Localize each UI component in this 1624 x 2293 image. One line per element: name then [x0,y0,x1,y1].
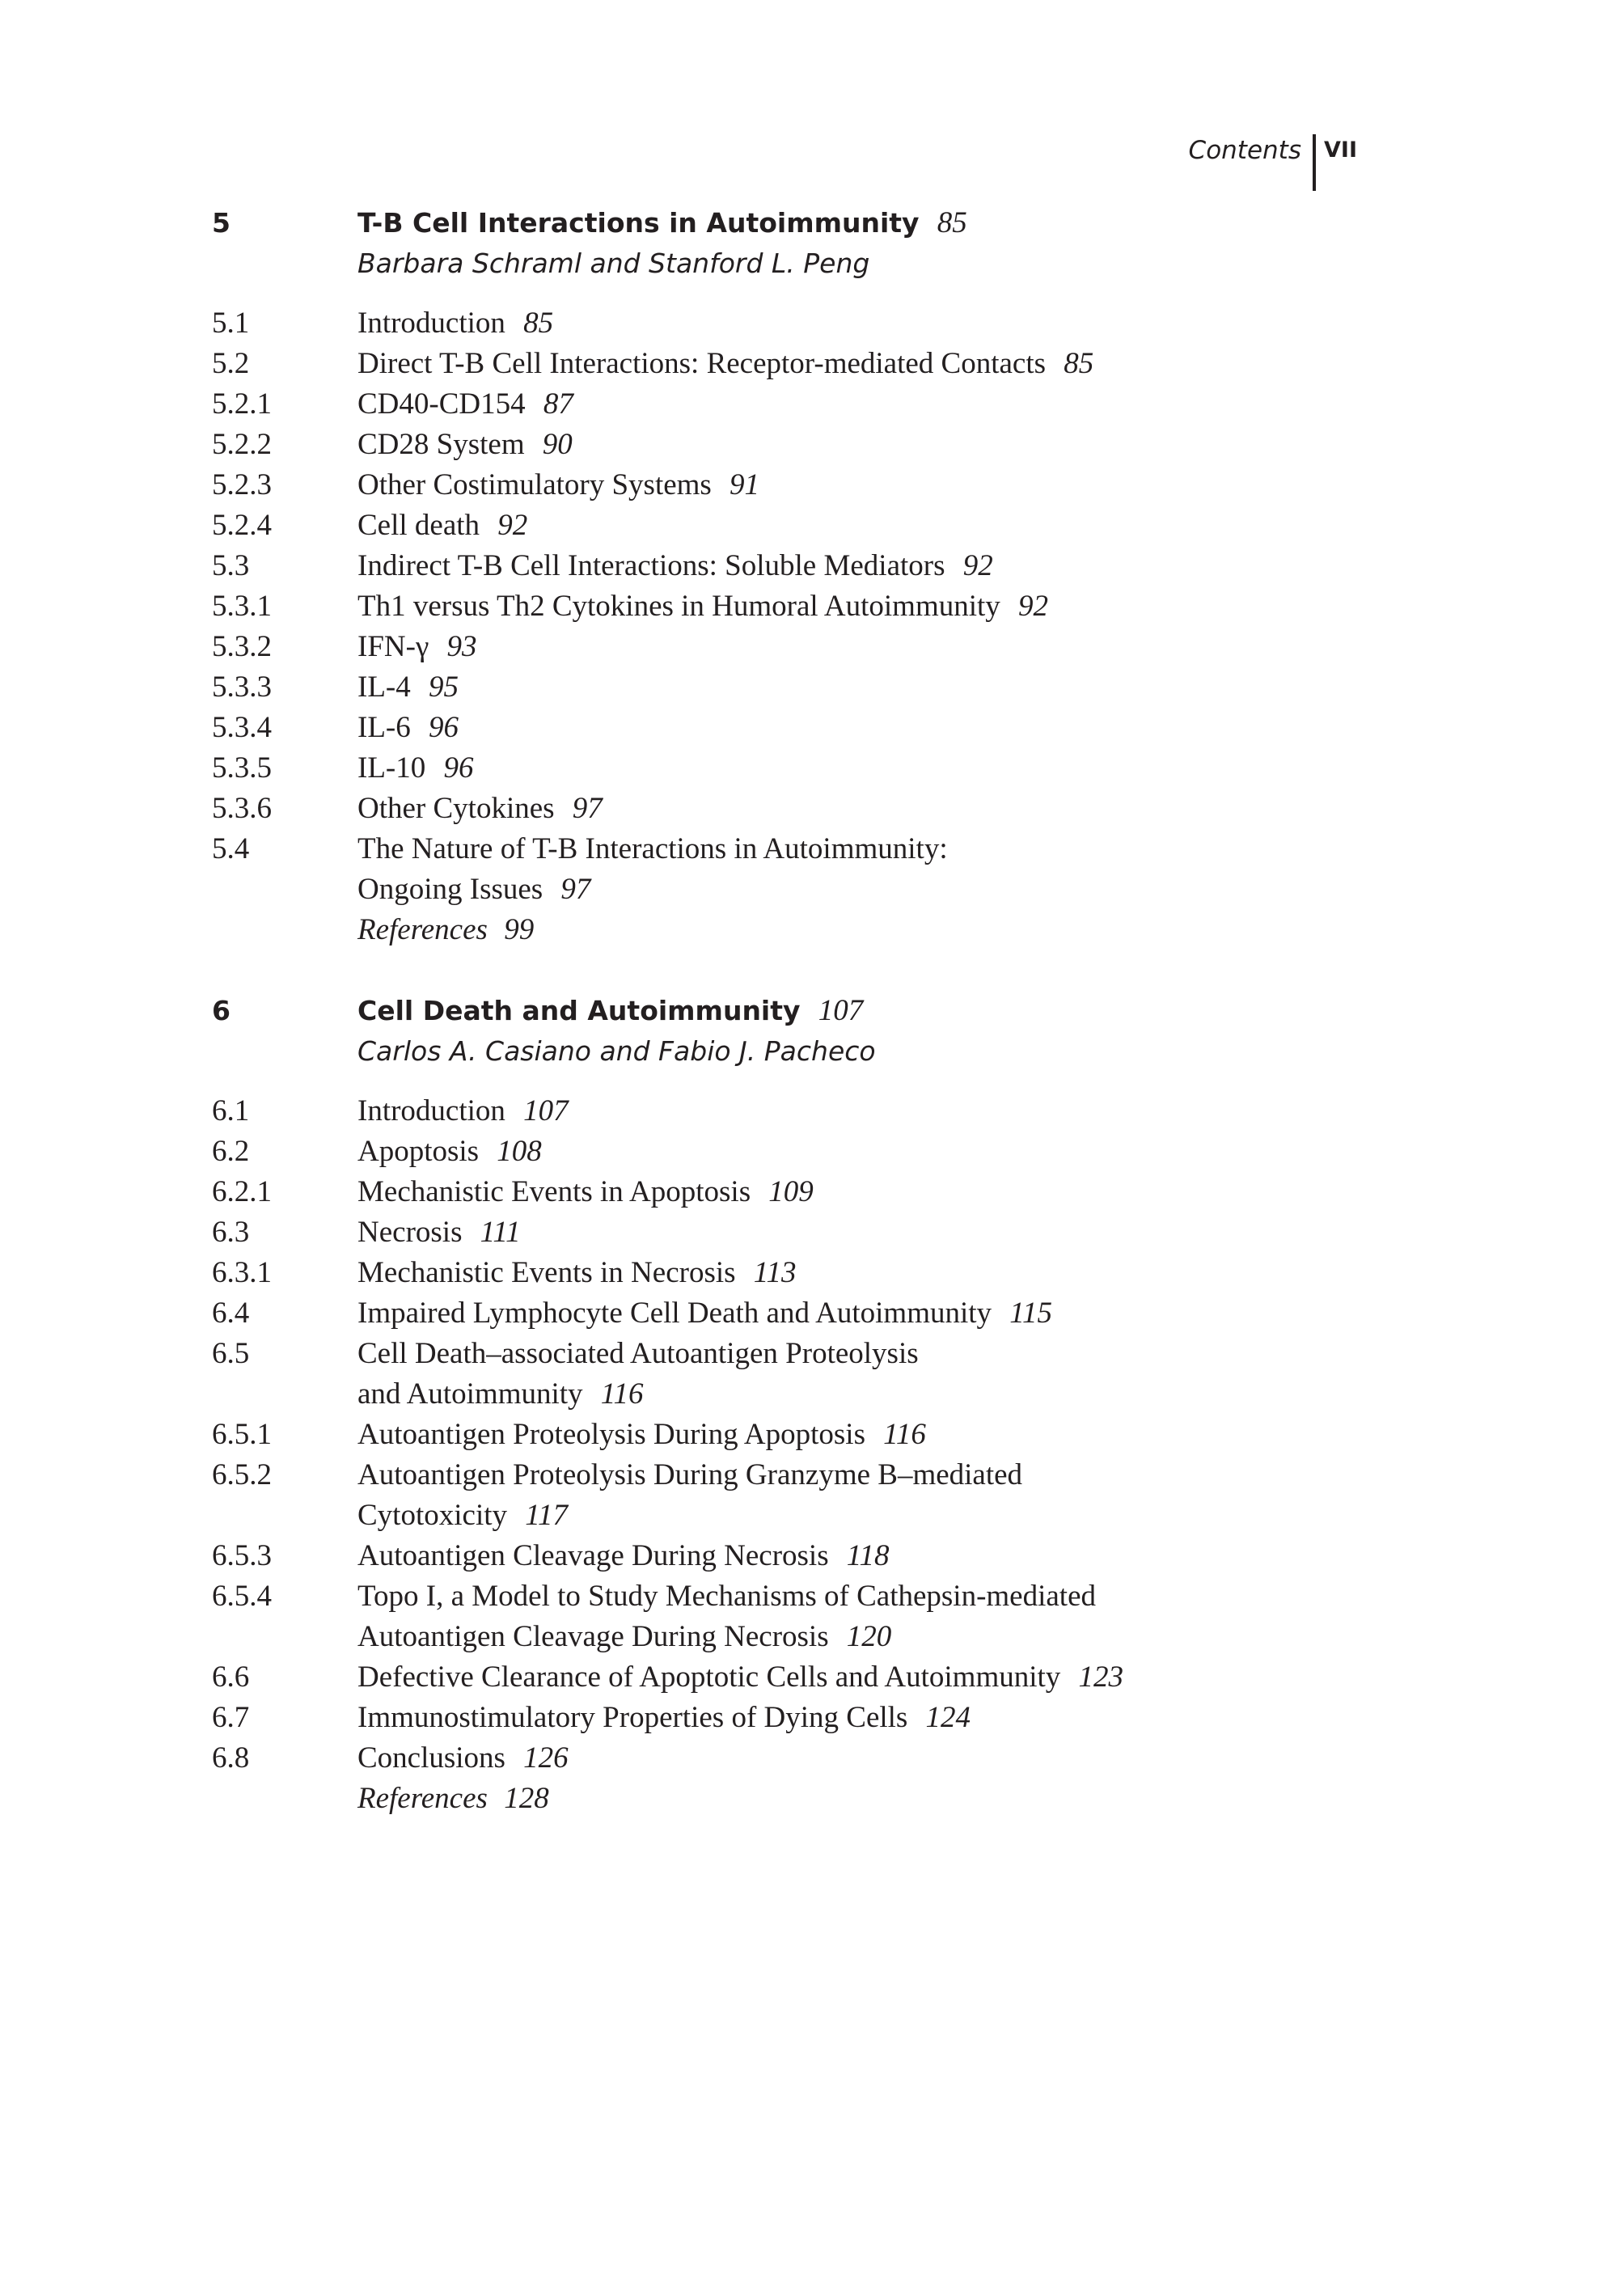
chapter-heading[interactable] [212,991,1263,1031]
section-title-continued [357,1617,891,1657]
section-number: 6.5 [212,1337,250,1370]
section-number: 6.4 [212,1297,250,1330]
section-title-text: Th1 versus Th2 Cytokines in Humoral Autoimmunity [357,590,1000,623]
section-page: 91 [730,468,760,501]
section-page: 95 [428,671,459,704]
section-number: 6.2.1 [212,1175,272,1208]
section-number: 5.3.4 [212,711,272,744]
section-page: 97 [560,873,591,906]
toc-entry[interactable] [212,303,1263,344]
section-page: 126 [523,1741,569,1775]
section-number: 6.8 [212,1741,250,1775]
section-title-text: Topo I, a Model to Study Mechanisms of Cathepsin-mediated [357,1580,1097,1613]
section-title [357,1536,890,1576]
section-title-text: Conclusions [357,1741,505,1775]
toc-entry[interactable] [212,1091,1263,1132]
toc-entry[interactable] [212,1415,1263,1455]
section-title [357,344,1093,384]
section-title-text: Introduction [357,307,505,340]
section-title [357,1455,1022,1496]
references-label: References [357,1782,488,1815]
toc-entry[interactable] [212,829,1263,869]
toc-entry[interactable] [212,667,1263,708]
section-title [357,425,573,465]
section-title [357,1698,971,1738]
section-number: 6.5.3 [212,1539,272,1572]
toc-entry[interactable] [212,1698,1263,1738]
section-title-text: Autoantigen Cleavage During Necrosis [357,1539,829,1572]
section-title-text: Apoptosis [357,1135,480,1168]
section-title-text: The Nature of T-B Interactions in Autoimmunity: [357,832,948,865]
section-page: 123 [1078,1661,1123,1694]
section-title [357,384,573,425]
section-title [357,627,476,667]
toc-entry[interactable] [212,384,1263,425]
references-entry[interactable] [212,1779,1263,1819]
section-page: 92 [962,549,993,582]
section-title [357,506,527,546]
section-number: 5.3.2 [212,630,272,663]
section-gap [212,1072,1263,1091]
section-number: 6.5.1 [212,1418,272,1451]
section-number: 5.3.5 [212,751,272,785]
section-title-text: Cell Death–associated Autoantigen Proteolysis [357,1337,919,1370]
toc-entry[interactable] [212,1657,1263,1698]
running-head-label: Contents [1188,136,1301,165]
section-title [357,1657,1123,1698]
section-number: 5.3.6 [212,792,272,825]
section-page: 92 [1017,590,1048,623]
section-page: 87 [543,387,573,421]
section-title-text: Mechanistic Events in Apoptosis [357,1175,751,1208]
section-title-text: Other Costimulatory Systems [357,468,712,501]
section-number: 5.2.2 [212,428,272,461]
section-title-text: Defective Clearance of Apoptotic Cells and Autoimmunity [357,1661,1061,1694]
section-title [357,465,759,506]
chapter-title [357,203,967,243]
section-number: 5.3 [212,549,250,582]
section-title-text: Necrosis [357,1216,463,1249]
toc-entry[interactable] [212,1132,1263,1172]
section-number: 6.3.1 [212,1256,272,1289]
section-number: 6.6 [212,1661,250,1694]
references-page: 99 [504,913,535,946]
toc-entry[interactable] [212,1536,1263,1576]
section-page: 124 [925,1701,971,1734]
section-page: 115 [1009,1297,1052,1330]
section-page: 120 [846,1620,892,1653]
section-title-text-2: Ongoing Issues [357,873,543,906]
section-number: 5.2.4 [212,509,272,542]
section-title [357,1212,521,1253]
section-title-text: Autoantigen Proteolysis During Granzyme B–mediated [357,1458,1023,1491]
section-page: 108 [497,1135,542,1168]
section-number: 6.1 [212,1094,250,1127]
chapter-authors-row [212,1031,1263,1072]
section-number: 5.2.3 [212,468,272,501]
section-title [357,1293,1052,1334]
section-title-text: Cell death [357,509,480,542]
toc-entry[interactable] [212,789,1263,829]
toc-entry[interactable] [212,1738,1263,1779]
section-title-text-2: Cytotoxicity [357,1499,507,1532]
toc-entry[interactable] [212,425,1263,465]
section-number: 5.2 [212,347,250,380]
section-title [357,829,948,869]
section-title [357,1415,926,1455]
section-title-text: IL-10 [357,751,426,785]
section-page: 85 [1064,347,1094,380]
section-title [357,748,473,789]
section-title-text: Mechanistic Events in Necrosis [357,1256,736,1289]
chapter-title-text: T-B Cell Interactions in Autoimmunity [357,207,920,239]
section-page: 111 [480,1216,521,1249]
chapter-number: 6 [212,995,230,1026]
section-title-text: Immunostimulatory Properties of Dying Cells [357,1701,908,1734]
chapter-authors: Barbara Schraml and Stanford L. Peng [357,247,870,279]
section-title-text: CD28 System [357,428,525,461]
toc-entry-continuation[interactable] [212,1374,1263,1415]
toc-entry[interactable] [212,465,1263,506]
toc-entry-continuation[interactable] [212,869,1263,910]
section-gap [212,284,1263,303]
section-number: 5.3.3 [212,671,272,704]
page-number: VII [1324,137,1357,163]
chapter-5 [212,203,1263,950]
references-page: 128 [504,1782,549,1815]
references [357,1779,549,1819]
section-title [357,667,459,708]
section-title [357,1738,569,1779]
references [357,910,534,950]
section-title-continued [357,1496,568,1536]
toc-entry[interactable] [212,1576,1263,1617]
toc-entry[interactable] [212,1212,1263,1253]
chapter-title [357,991,863,1031]
toc-entry[interactable] [212,1455,1263,1496]
section-title [357,1172,814,1212]
section-title-text: IL-4 [357,671,411,704]
section-number: 6.5.2 [212,1458,272,1491]
section-page: 92 [497,509,528,542]
section-title [357,1576,1096,1617]
section-title-text: Introduction [357,1094,505,1127]
section-title [357,1091,569,1132]
toc-entry[interactable] [212,546,1263,586]
toc-entry[interactable] [212,627,1263,667]
chapter-page: 107 [818,994,864,1027]
section-page: 116 [883,1418,926,1451]
toc-entry[interactable] [212,344,1263,384]
section-number: 6.2 [212,1135,250,1168]
section-page: 118 [846,1539,890,1572]
section-title-continued [357,1374,643,1415]
section-number: 5.3.1 [212,590,272,623]
section-number: 5.4 [212,832,250,865]
section-title-text-2: Autoantigen Cleavage During Necrosis [357,1620,829,1653]
section-page: 97 [572,792,603,825]
section-title [357,789,603,829]
section-title [357,1132,542,1172]
toc-entry-continuation[interactable] [212,1496,1263,1536]
references-label: References [357,913,488,946]
section-page: 109 [768,1175,814,1208]
toc-entry[interactable] [212,1334,1263,1374]
section-title-text: IL-6 [357,711,411,744]
chapter-6 [212,991,1263,1819]
section-page: 85 [523,307,554,340]
references-entry[interactable] [212,910,1263,950]
chapter-page: 85 [937,206,967,239]
section-title-text: IFN-γ [357,630,429,663]
chapter-authors: Carlos A. Casiano and Fabio J. Pacheco [357,1035,876,1067]
toc-entry-continuation[interactable] [212,1617,1263,1657]
section-number: 6.7 [212,1701,250,1734]
running-head [1189,134,1357,191]
section-page: 117 [525,1499,568,1532]
section-page: 107 [523,1094,569,1127]
section-number: 6.5.4 [212,1580,272,1613]
chapter-number: 5 [212,207,230,239]
section-title-text: CD40-CD154 [357,387,526,421]
section-page: 116 [600,1377,644,1411]
section-number: 5.1 [212,307,250,340]
section-title-text-2: and Autoimmunity [357,1377,583,1411]
chapter-title-text: Cell Death and Autoimmunity [357,995,801,1026]
chapter-heading[interactable] [212,203,1263,243]
section-title-text: Autoantigen Proteolysis During Apoptosis [357,1418,865,1451]
section-title-continued [357,869,590,910]
section-title-text: Indirect T-B Cell Interactions: Soluble Mediators [357,549,945,582]
toc-entry[interactable] [212,1293,1263,1334]
toc-entry[interactable] [212,748,1263,789]
section-page: 96 [428,711,459,744]
section-page: 113 [753,1256,797,1289]
section-number: 6.3 [212,1216,250,1249]
section-title-text: Direct T-B Cell Interactions: Receptor-mediated Contacts [357,347,1047,380]
section-title [357,546,993,586]
toc-entry[interactable] [212,708,1263,748]
section-number: 5.2.1 [212,387,272,421]
section-title [357,586,1048,627]
section-page: 93 [446,630,477,663]
toc-entry[interactable] [212,1253,1263,1293]
toc-entry[interactable] [212,1172,1263,1212]
section-title-text: Impaired Lymphocyte Cell Death and Autoimmunity [357,1297,992,1330]
section-title [357,303,553,344]
chapter-authors-row [212,243,1263,284]
toc-entry[interactable] [212,506,1263,546]
section-title [357,708,459,748]
section-title [357,1253,796,1293]
section-title [357,1334,919,1374]
section-title-text: Other Cytokines [357,792,555,825]
section-page: 90 [542,428,573,461]
toc-entry[interactable] [212,586,1263,627]
section-page: 96 [443,751,474,785]
